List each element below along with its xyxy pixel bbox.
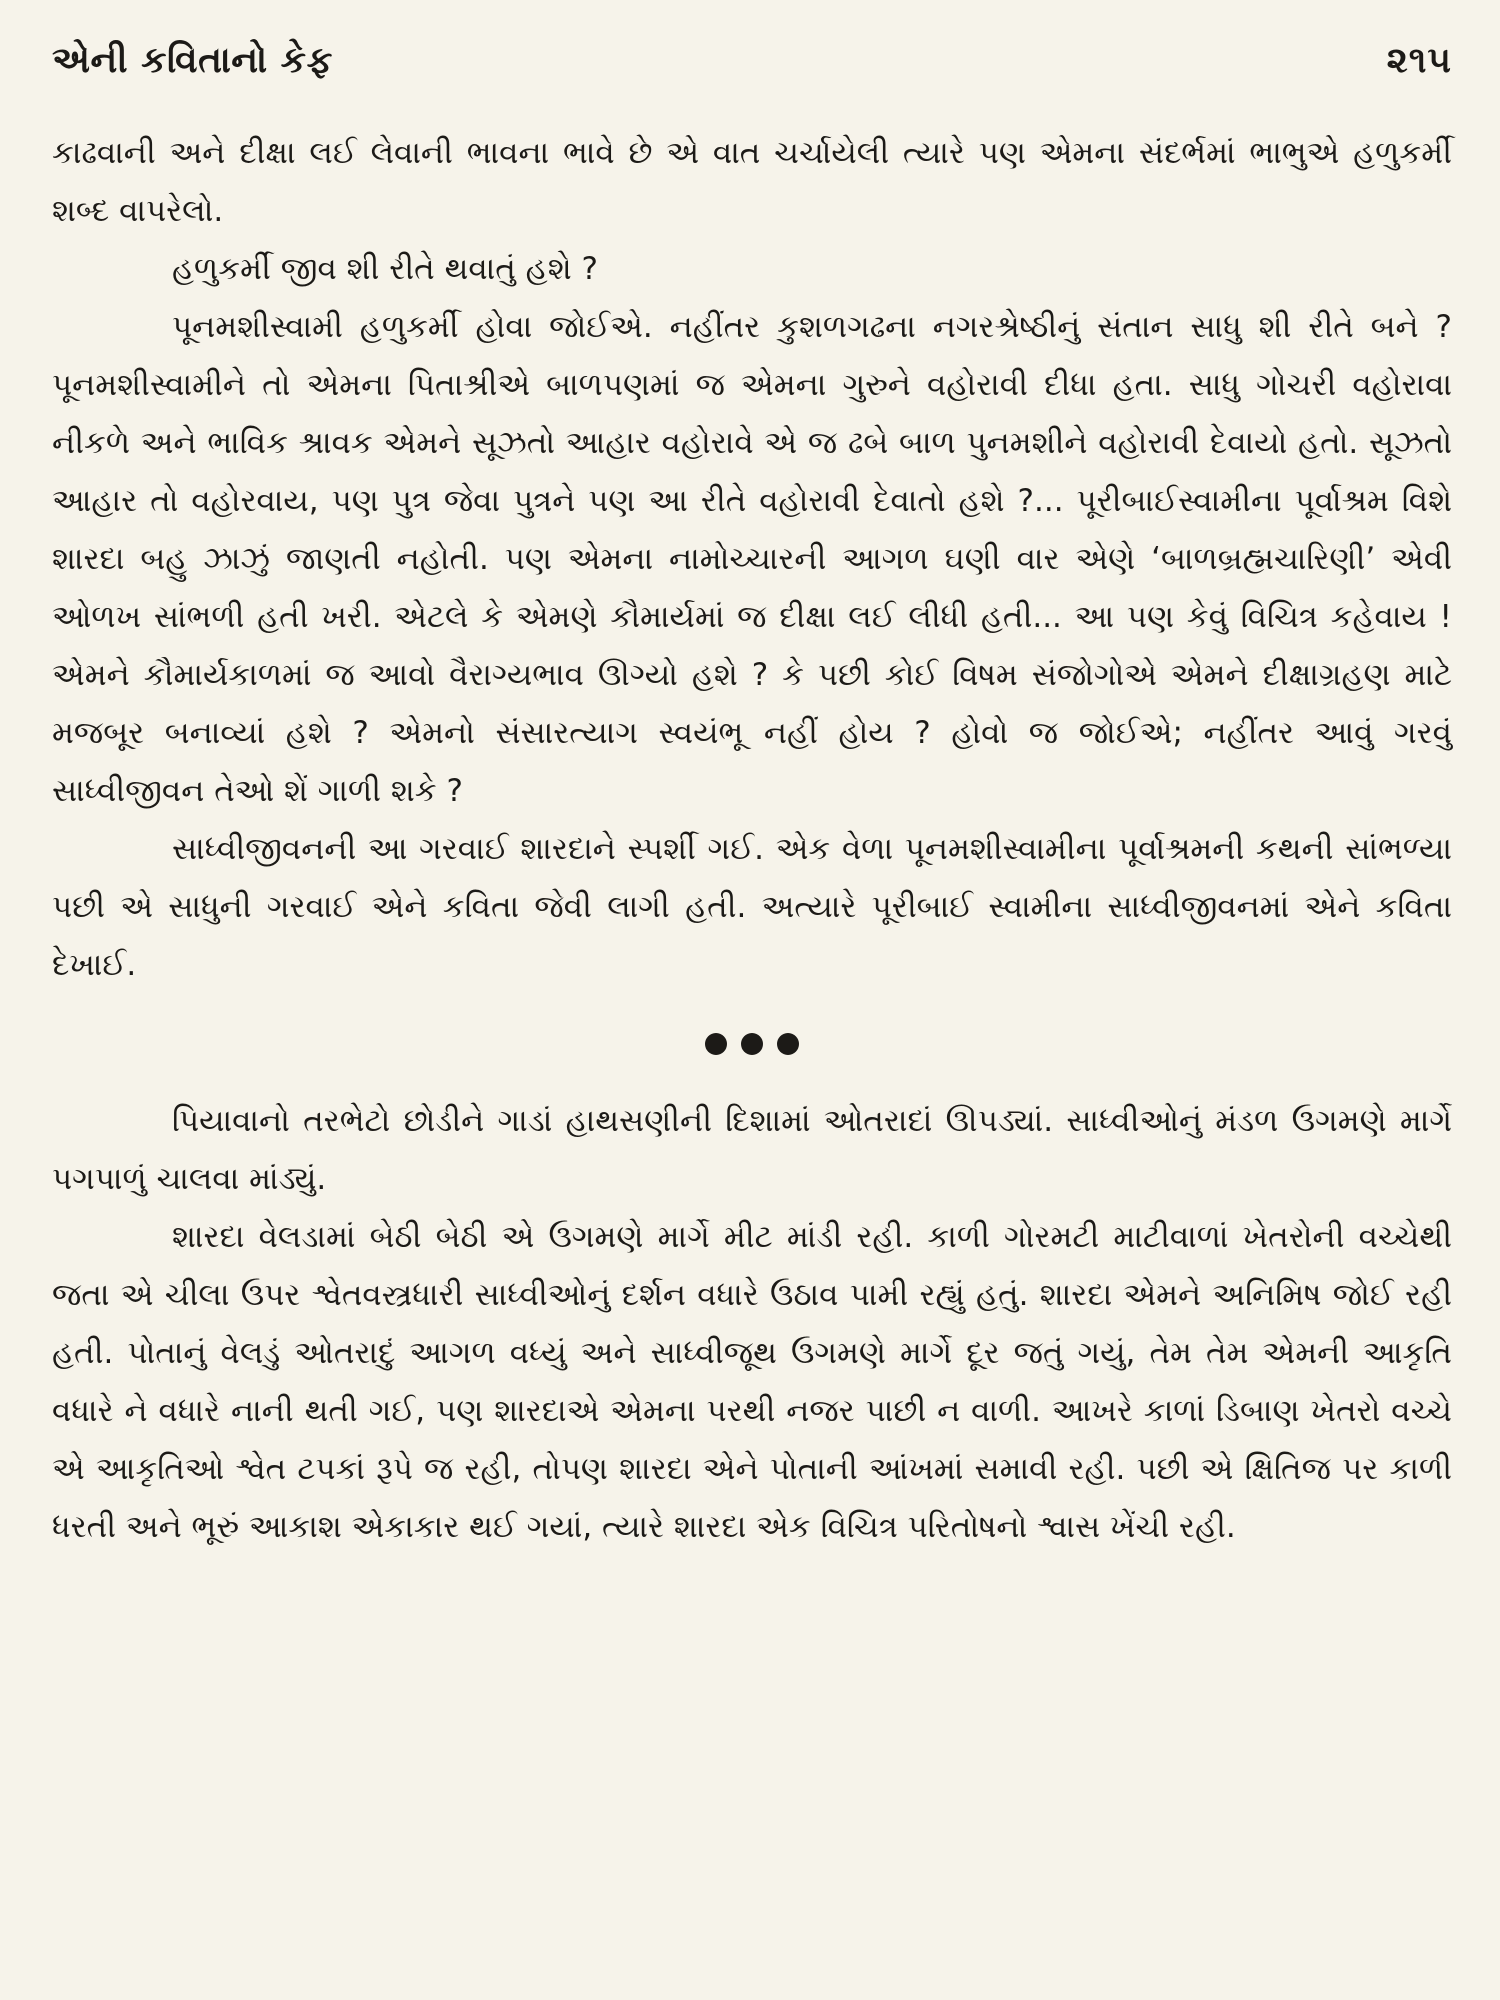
paragraph-continuation: કાઢવાની અને દીક્ષા લઈ લેવાની ભાવના ભાવે છે એ વાત ચર્ચાયેલી ત્યારે પણ એમના સંદર્ભમાં ભાભુએ હળુકર્મી શબ્દ વાપરેલો. [52, 135, 1452, 229]
dot-ornament [777, 1033, 799, 1055]
body-text [52, 124, 1452, 1556]
paragraph: સાધ્વીજીવનની આ ગરવાઈ શારદાને સ્પર્શી ગઈ. એક વેળા પૂનમશીસ્વામીના પૂર્વાશ્રમની કથની સાંભળ્યા પછી એ સાધુની ગરવાઈ એને કવિતા જેવી લાગી હતી. અત્યારે પૂરીબાઈ સ્વામીના સાધ્વીજીવનમાં એને કવિતા દેખાઈ. [52, 831, 1452, 983]
dot-ornament [705, 1033, 727, 1055]
paragraph: હળુકર્મી જીવ શી રીતે થવાતું હશે ? [172, 251, 598, 287]
page-number: ૨૧૫ [1386, 40, 1452, 81]
paragraph: પિયાવાનો તરભેટો છોડીને ગાડાં હાથસણીની દિશામાં ઓતરાદાં ઊપડ્યાં. સાધ્વીઓનું મંડળ ઉગમણે માર્ગે પગપાળું ચાલવા માંડ્યું. [52, 1103, 1452, 1197]
section-break-dots [52, 1008, 1452, 1080]
chapter-title: એની કવિતાનો કેફ [52, 40, 333, 81]
running-header [52, 40, 1452, 100]
paragraph: શારદા વેલડામાં બેઠી બેઠી એ ઉગમણે માર્ગે મીટ માંડી રહી. કાળી ગોરમટી માટીવાળાં ખેતરોની વચ્ચેથી જતા એ ચીલા ઉપર શ્વેતવસ્ત્રધારી સાધ્વીઓનું દર્શન વધારે ઉઠાવ પામી રહ્યું હતું. શારદા એમને અનિમિષ જોઈ રહી હતી. પોતાનું વેલડું ઓતરાદું આગળ વધ્યું અને સાધ્વીજૂથ ઉગમણે માર્ગે દૂર જતું ગયું, તેમ તેમ એમની આકૃતિ વધારે ને વધારે નાની થતી ગઈ, પણ શારદાએ એમના પરથી નજર પાછી ન વાળી. આખરે કાળાં ડિબાણ ખેતરો વચ્ચે એ આકૃતિઓ શ્વેત ટપકાં રૂપે જ રહી, તોપણ શારદા એને પોતાની આંખમાં સમાવી રહી. પછી એ ક્ષિતિજ પર કાળી ધરતી અને ભૂરું આકાશ એકાકાર થઈ ગયાં, ત્યારે શારદા એક વિચિત્ર પરિતોષનો શ્વાસ ખેંચી રહી. [52, 1219, 1452, 1545]
dot-ornament [741, 1033, 763, 1055]
section-two [52, 1092, 1452, 1556]
book-page [52, 40, 1452, 1960]
paragraph: પૂનમશીસ્વામી હળુકર્મી હોવા જોઈએ. નહીંતર કુશળગઢના નગરશ્રેષ્ઠીનું સંતાન સાધુ શી રીતે બને ? પૂનમશીસ્વામીને તો એમના પિતાશ્રીએ બાળપણમાં જ એમના ગુરુને વહોરાવી દીધા હતા. સાધુ ગોચરી વહોરાવા નીકળે અને ભાવિક શ્રાવક એમને સૂઝતો આહાર વહોરાવે એ જ ઢબે બાળ પુનમશીને વહોરાવી દેવાયો હતો. સૂઝતો આહાર તો વહોરવાય, પણ પુત્ર જેવા પુત્રને પણ આ રીતે વહોરાવી દેવાતો હશે ?... પૂરીબાઈસ્વામીના પૂર્વાશ્રમ વિશે શારદા બહુ ઝાઝું જાણતી નહોતી. પણ એમના નામોચ્ચારની આગળ ઘણી વાર એણે ‘બાળબ્રહ્મચારિણી’ એવી ઓળખ સાંભળી હતી ખરી. એટલે કે એમણે કૌમાર્યમાં જ દીક્ષા લઈ લીધી હતી... આ પણ કેવું વિચિત્ર કહેવાય ! એમને કૌમાર્યકાળમાં જ આવો વૈરાગ્યભાવ ઊગ્યો હશે ? કે પછી કોઈ વિષમ સંજોગોએ એમને દીક્ષાગ્રહણ માટે મજબૂર બનાવ્યાં હશે ? એમનો સંસારત્યાગ સ્વયંભૂ નહીં હોય ? હોવો જ જોઈએ; નહીંતર આવું ગરવું સાધ્વીજીવન તેઓ શેં ગાળી શકે ? [52, 309, 1452, 809]
